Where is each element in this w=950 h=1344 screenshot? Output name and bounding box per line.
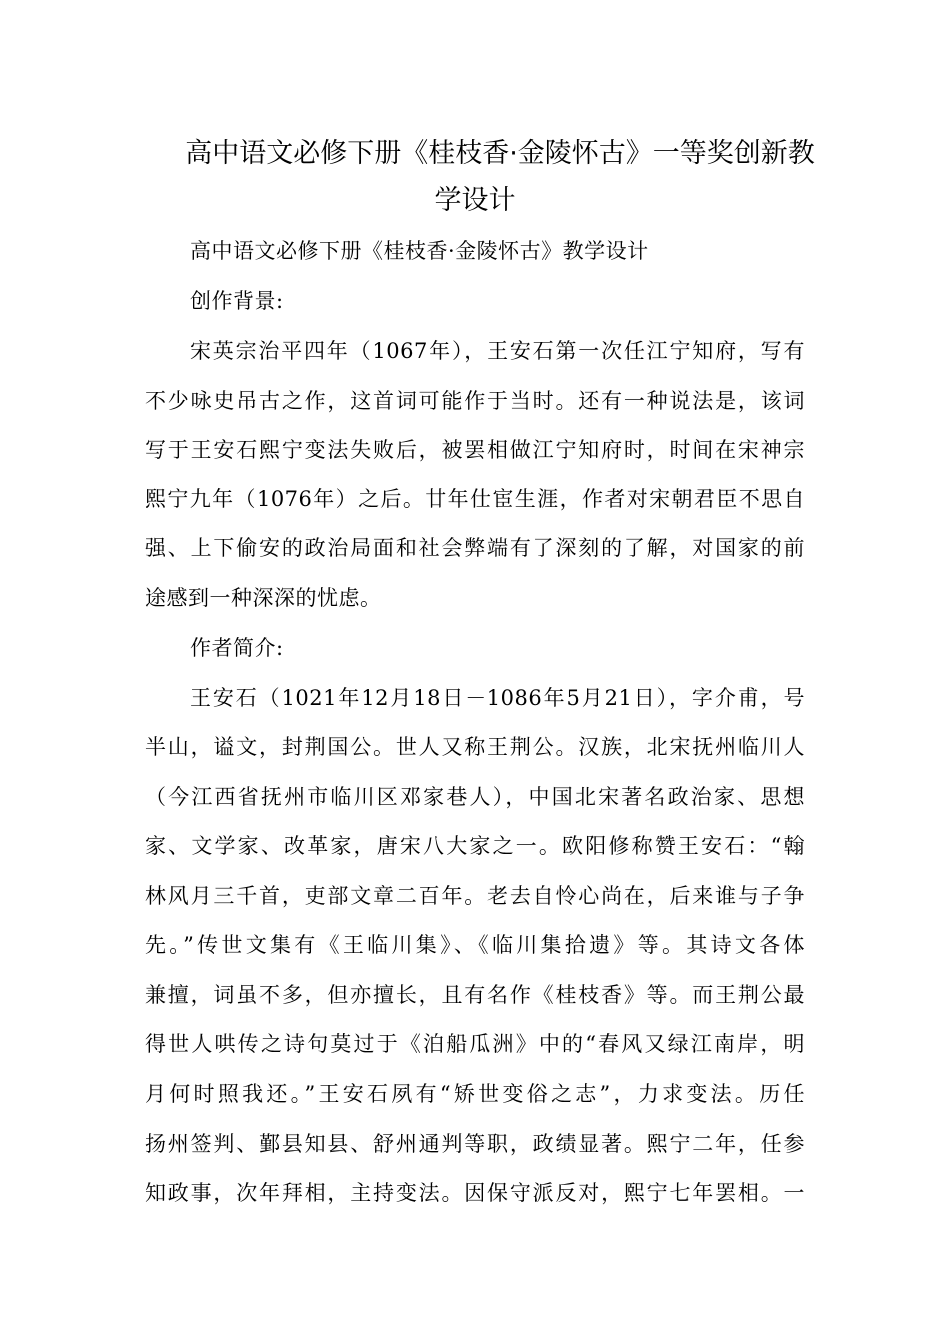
section-heading-background: 创作背景: <box>190 289 284 313</box>
paragraph-line: 熙宁九年（1076年）之后。廿年仕宦生涯，作者对宋朝君臣不思自 <box>145 487 805 511</box>
paragraph-line: 王安石（1021年12月18日－1086年5月21日），字介甫，号 <box>190 686 805 710</box>
section-heading-author: 作者简介: <box>190 636 284 660</box>
paragraph-line: 家、文学家、改革家，唐宋八大家之一。欧阳修称赞王安石：“翰 <box>145 834 805 858</box>
subtitle: 高中语文必修下册《桂枝香·金陵怀古》教学设计 <box>190 239 649 263</box>
paragraph-line: 不少咏史吊古之作，这首词可能作于当时。还有一种说法是，该词 <box>145 389 805 413</box>
paragraph-line: 林风月三千首，吏部文章二百年。老去自怜心尚在，后来谁与子争 <box>145 884 805 908</box>
paragraph-line: 宋英宗治平四年（1067年），王安石第一次任江宁知府，写有 <box>190 339 805 363</box>
paragraph-line: 途感到一种深深的忧虑。 <box>145 586 382 610</box>
paragraph-line: 得世人哄传之诗句莫过于《泊船瓜洲》中的“春风又绿江南岸，明 <box>145 1032 805 1056</box>
paragraph-line: 兼擅，词虽不多，但亦擅长，且有名作《桂枝香》等。而王荆公最 <box>145 983 805 1007</box>
document-title-line-2: 学设计 <box>434 185 516 216</box>
paragraph-line: 先。”传世文集有《王临川集》、《临川集拾遗》等。其诗文各体 <box>145 933 805 957</box>
paragraph-line: （今江西省抚州市临川区邓家巷人），中国北宋著名政治家、思想 <box>145 785 805 809</box>
paragraph-line: 强、上下偷安的政治局面和社会弊端有了深刻的了解，对国家的前 <box>145 536 805 560</box>
paragraph-line: 扬州签判、鄞县知县、舒州通判等职，政绩显著。熙宁二年，任参 <box>145 1132 805 1156</box>
document-title-line-1: 高中语文必修下册《桂枝香·金陵怀古》一等奖创新教 <box>185 138 815 169</box>
paragraph-line: 半山，谥文，封荆国公。世人又称王荆公。汉族，北宋抚州临川人 <box>145 735 805 759</box>
paragraph-line: 月何时照我还。”王安石夙有“矫世变俗之志”，力求变法。历任 <box>145 1082 805 1106</box>
paragraph-line: 知政事，次年拜相，主持变法。因保守派反对，熙宁七年罢相。一 <box>145 1181 805 1205</box>
paragraph-line: 写于王安石熙宁变法失败后，被罢相做江宁知府时，时间在宋神宗 <box>145 438 805 462</box>
